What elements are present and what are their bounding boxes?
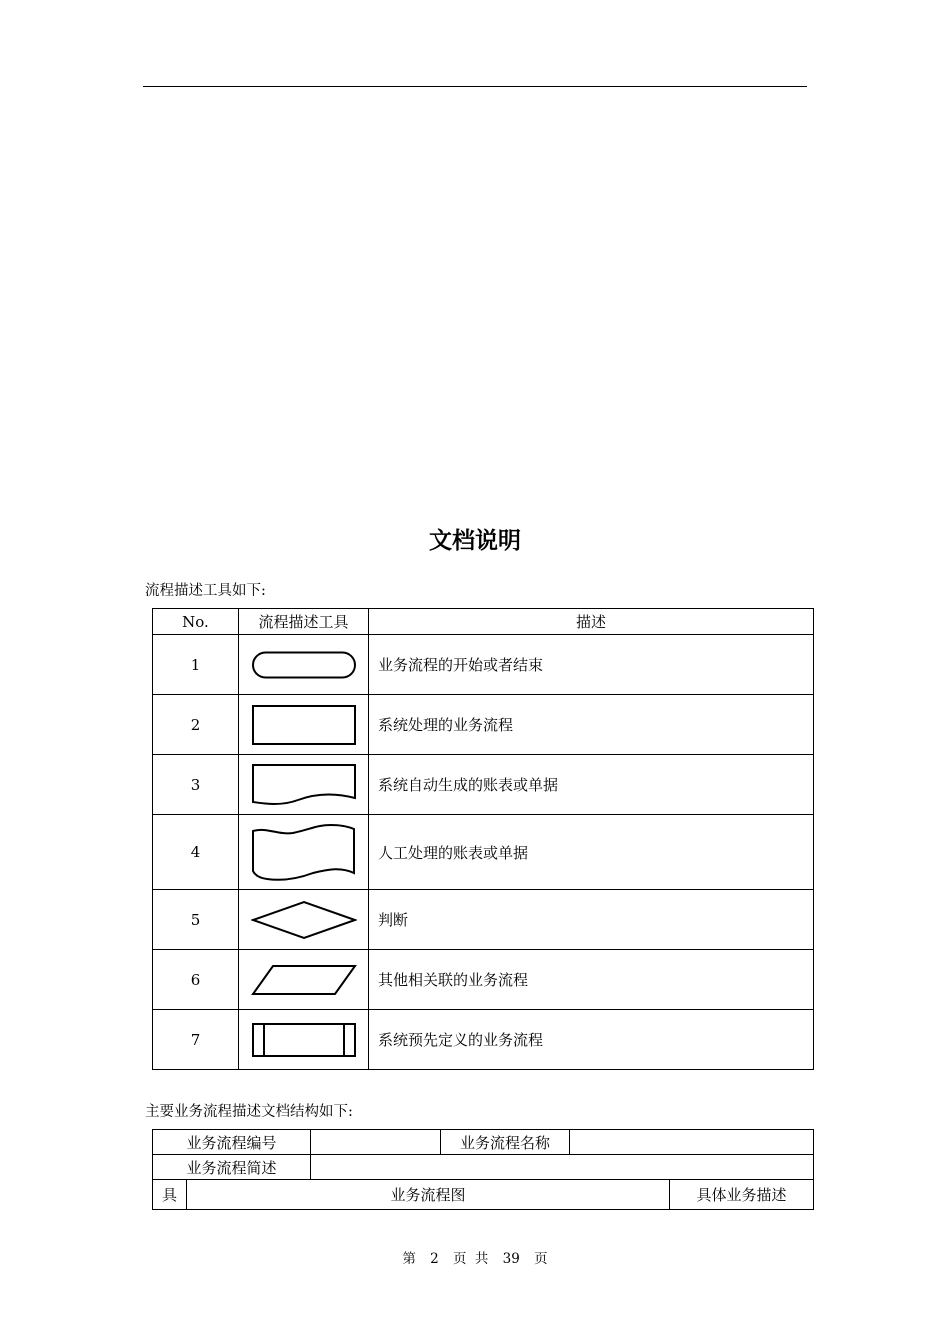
- table-row: [153, 950, 814, 1010]
- table-row: [153, 755, 814, 815]
- table-row: [153, 1010, 814, 1070]
- row-desc: 系统自动生成的账表或单据: [369, 755, 814, 815]
- table-header-row: [153, 609, 814, 635]
- footer-prefix: 第: [402, 1251, 416, 1267]
- process-name-label: 业务流程名称: [441, 1130, 570, 1155]
- col-diagram-label: 业务流程图: [187, 1180, 670, 1210]
- process-summary-value: [311, 1155, 814, 1180]
- row-no: 7: [153, 1010, 239, 1070]
- terminator-shape-icon: [252, 651, 356, 679]
- process-structure-table: [152, 1129, 814, 1210]
- process-code-label: 业务流程编号: [153, 1130, 311, 1155]
- decision-shape-icon: [251, 900, 357, 940]
- document-shape-icon: [252, 764, 356, 806]
- header-tool: 流程描述工具: [239, 609, 369, 635]
- table-row: [153, 695, 814, 755]
- header-rule: [143, 86, 807, 87]
- row-desc: 系统预先定义的业务流程: [369, 1010, 814, 1070]
- table-row: [153, 1180, 814, 1210]
- tools-intro-text: 流程描述工具如下:: [145, 583, 266, 599]
- manual-document-shape-icon: [251, 823, 357, 881]
- row-no: 3: [153, 755, 239, 815]
- row-no: 1: [153, 635, 239, 695]
- table-row: [153, 890, 814, 950]
- col-left-label: 具: [153, 1180, 187, 1210]
- row-desc: 判断: [369, 890, 814, 950]
- page-title: 文档说明: [429, 528, 521, 554]
- col-desc-label: 具体业务描述: [670, 1180, 814, 1210]
- row-no: 2: [153, 695, 239, 755]
- process-code-value: [311, 1130, 441, 1155]
- process-name-value: [570, 1130, 814, 1155]
- process-shape-icon: [252, 705, 356, 745]
- header-no: No.: [153, 609, 239, 635]
- table-row: [153, 815, 814, 890]
- row-desc: 系统处理的业务流程: [369, 695, 814, 755]
- table-row: [153, 1130, 814, 1155]
- row-no: 5: [153, 890, 239, 950]
- footer-mid: 页 共: [453, 1251, 489, 1267]
- related-process-shape-icon: [251, 964, 357, 996]
- process-summary-label: 业务流程简述: [153, 1155, 311, 1180]
- row-desc: 人工处理的账表或单据: [369, 815, 814, 890]
- header-desc: 描述: [369, 609, 814, 635]
- footer-page-number: 2: [430, 1251, 439, 1267]
- table-row: [153, 1155, 814, 1180]
- page-footer: [0, 1247, 950, 1267]
- row-no: 4: [153, 815, 239, 890]
- predefined-process-shape-icon: [252, 1023, 356, 1057]
- row-desc: 业务流程的开始或者结束: [369, 635, 814, 695]
- row-no: 6: [153, 950, 239, 1010]
- footer-suffix: 页: [534, 1251, 548, 1267]
- footer-total-pages: 39: [502, 1251, 520, 1267]
- row-desc: 其他相关联的业务流程: [369, 950, 814, 1010]
- structure-intro-text: 主要业务流程描述文档结构如下:: [145, 1104, 353, 1120]
- table-row: [153, 635, 814, 695]
- flow-tools-table: [152, 608, 814, 1070]
